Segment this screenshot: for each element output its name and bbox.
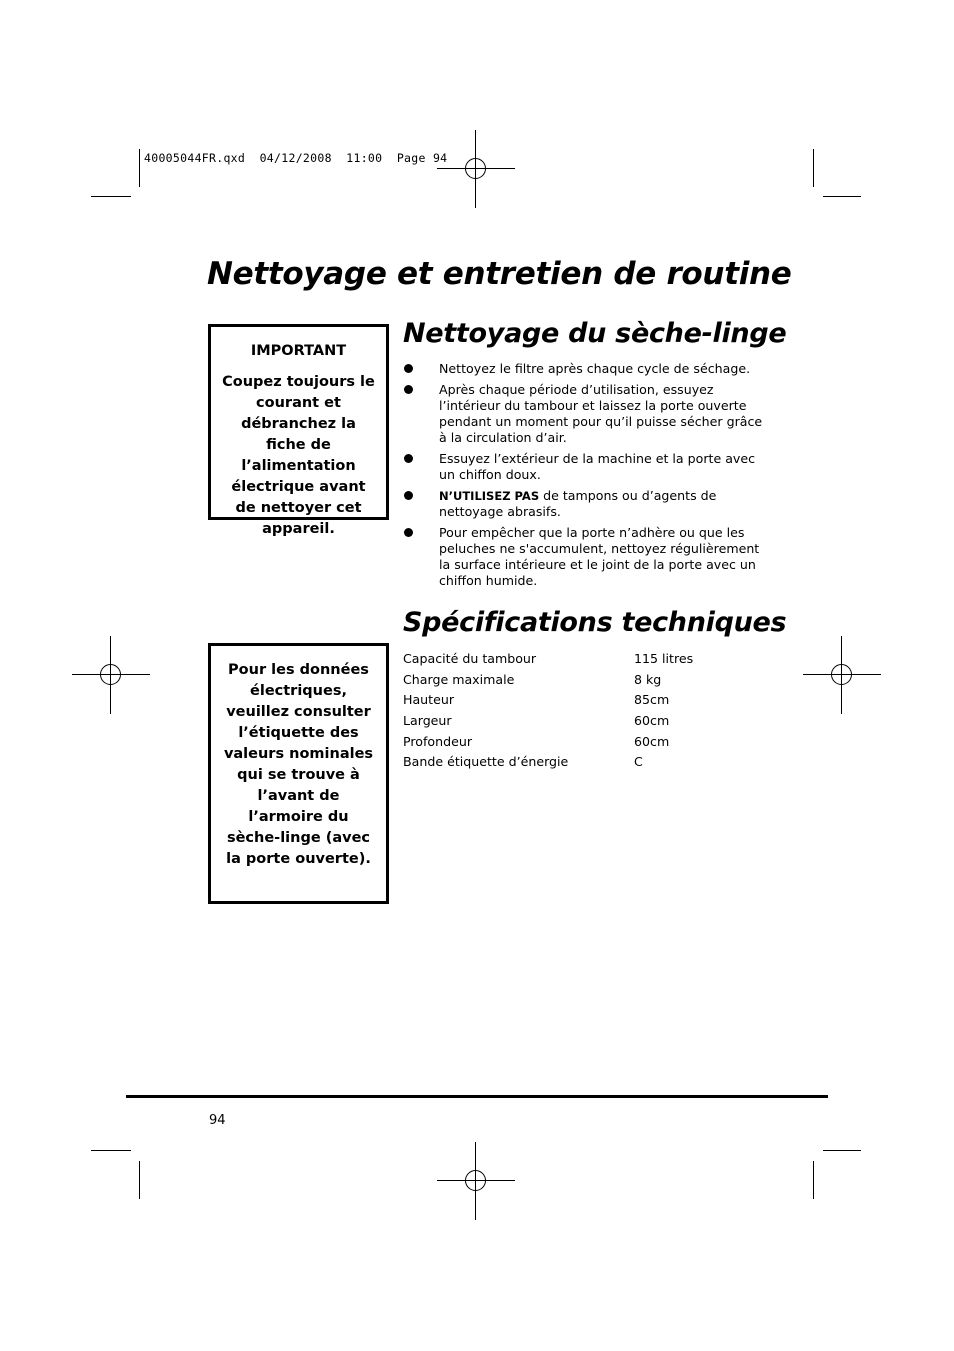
table-row bbox=[403, 672, 693, 693]
table-row bbox=[403, 713, 693, 734]
bullet-icon bbox=[404, 454, 413, 463]
spec-label: Bande étiquette d’énergie bbox=[403, 754, 569, 770]
important-label: IMPORTANT bbox=[250, 343, 347, 359]
crop-mark bbox=[139, 1161, 140, 1199]
table-row bbox=[403, 734, 693, 755]
spec-label: Hauteur bbox=[403, 692, 455, 708]
list-item: Nettoyez le filtre après chaque cycle de séchage. bbox=[403, 361, 763, 377]
spec-label: Charge maximale bbox=[403, 671, 515, 687]
crop-mark bbox=[91, 1150, 131, 1151]
registration-mark bbox=[803, 636, 881, 714]
bullet-icon bbox=[404, 491, 413, 500]
spec-label: Capacité du tambour bbox=[403, 651, 537, 666]
table-row bbox=[403, 754, 693, 775]
page-title: Nettoyage et entretien de routine bbox=[207, 256, 792, 292]
cleaning-list bbox=[403, 361, 763, 594]
specs-heading: Spécifications techniques bbox=[403, 607, 787, 638]
spec-label: Largeur bbox=[403, 713, 452, 729]
crop-mark bbox=[813, 1161, 814, 1199]
list-item: Après chaque période d’utilisation, essuyez l’intérieur du tambour et laissez la porte ouverte pendant un moment pour qu’il puisse sécher grâce à la circulation d’air. bbox=[403, 382, 763, 446]
page-number: 94 bbox=[209, 1113, 226, 1128]
specs-table bbox=[403, 651, 693, 775]
table-row bbox=[403, 692, 693, 713]
spec-value: 60cm bbox=[634, 733, 670, 749]
crop-mark bbox=[139, 149, 140, 187]
electrical-info-text: Pour les données électriques, veuillez consulter l’étiquette des valeurs nominales qui se trouve à l’avant de l’armoire du sèche-linge (avec la porte ouverte). bbox=[223, 662, 374, 867]
crop-mark bbox=[91, 196, 131, 197]
print-slug: 40005044FR.qxd 04/12/2008 11:00 Page 94 bbox=[144, 151, 448, 165]
footer-rule bbox=[126, 1095, 828, 1098]
crop-mark bbox=[823, 1150, 861, 1151]
registration-mark bbox=[437, 1142, 515, 1220]
bullet-icon bbox=[404, 385, 413, 394]
bullet-icon bbox=[404, 364, 413, 373]
cleaning-heading: Nettoyage du sèche-linge bbox=[403, 318, 787, 349]
spec-value: 8 kg bbox=[634, 671, 662, 687]
crop-mark bbox=[813, 149, 814, 187]
spec-value: 60cm bbox=[634, 713, 670, 729]
bullet-icon bbox=[404, 528, 413, 537]
registration-mark bbox=[72, 636, 150, 714]
table-row bbox=[403, 651, 693, 672]
list-item: Pour empêcher que la porte n’adhère ou que les peluches ne s'accumulent, nettoyez régulièrement la surface intérieure et le joint de la porte avec un chiffon humide. bbox=[403, 525, 763, 589]
list-item: Essuyez l’extérieur de la machine et la porte avec un chiffon doux. bbox=[403, 451, 763, 483]
spec-label: Profondeur bbox=[403, 733, 473, 749]
important-box bbox=[208, 324, 389, 537]
registration-mark bbox=[437, 130, 515, 208]
important-text: Coupez toujours le courant et débranchez la fiche de l’alimentation électrique avant de nettoyer cet appareil. bbox=[222, 374, 375, 537]
spec-value: 115 litres bbox=[634, 651, 694, 666]
electrical-info-box bbox=[208, 643, 389, 904]
spec-value: 85cm bbox=[634, 692, 670, 708]
spec-value: C bbox=[634, 754, 643, 770]
list-item: N’UTILISEZ PAS de tampons ou d’agents de nettoyage abrasifs. bbox=[403, 488, 763, 520]
crop-mark bbox=[823, 196, 861, 197]
